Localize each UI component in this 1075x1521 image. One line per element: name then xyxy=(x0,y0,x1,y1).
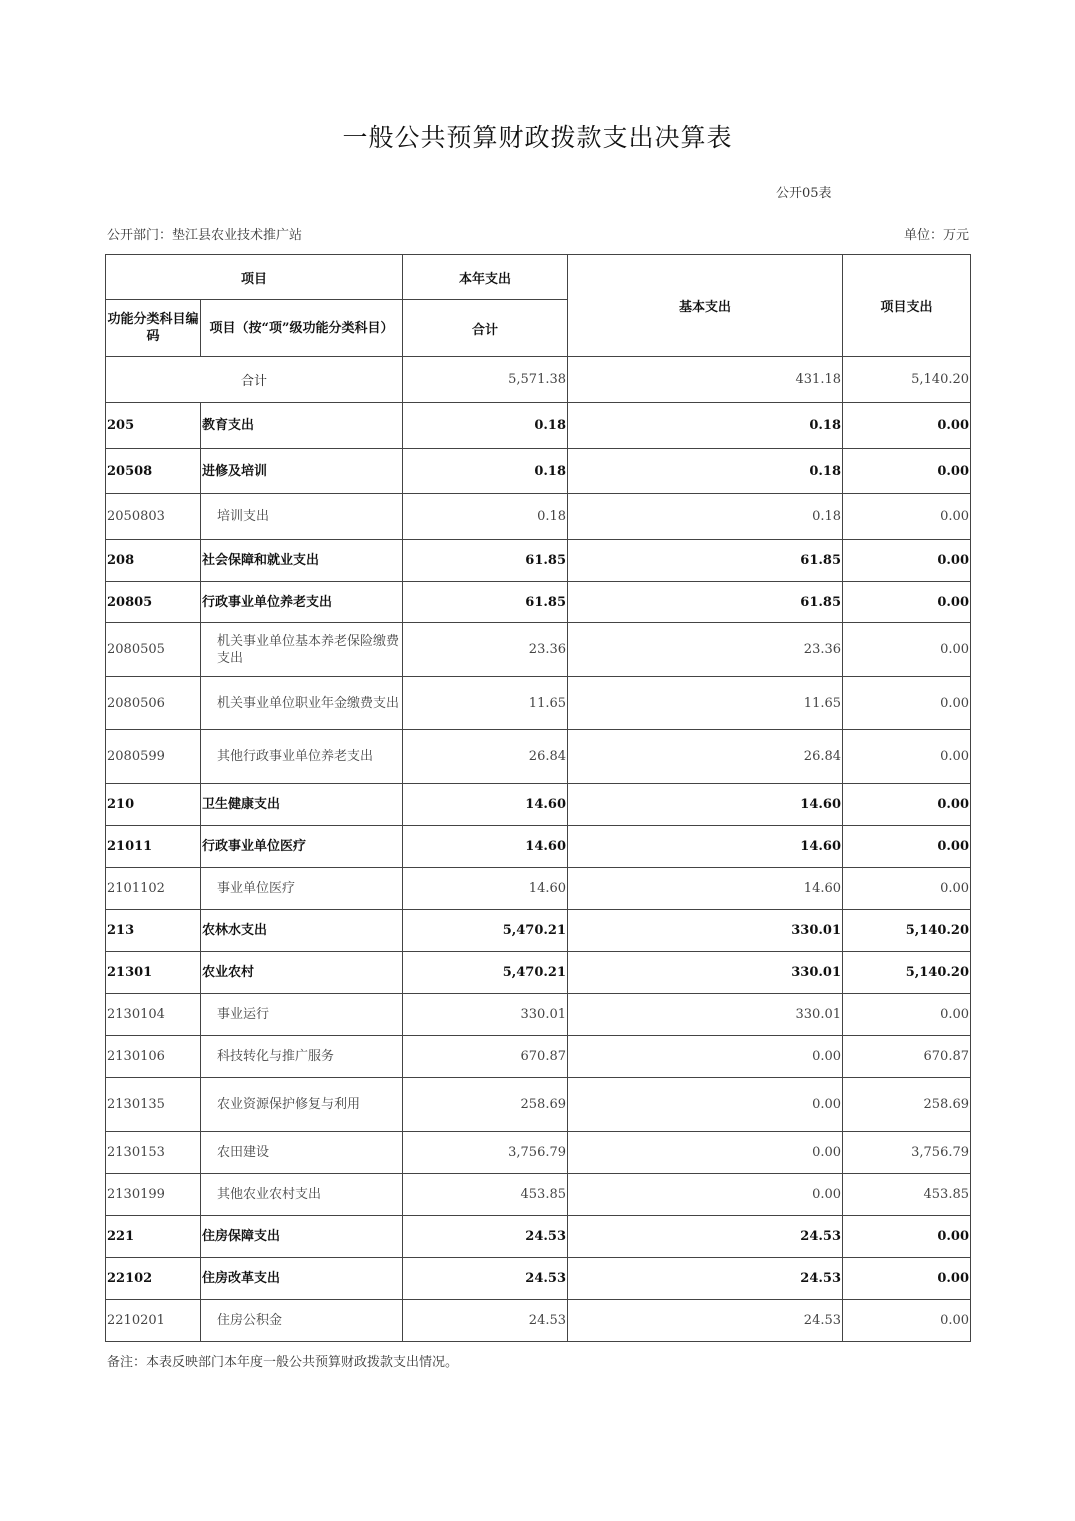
table-row xyxy=(106,494,971,540)
row-basic: 24.53 xyxy=(568,1216,843,1258)
row-project: 0.00 xyxy=(843,784,971,826)
row-basic: 330.01 xyxy=(568,910,843,952)
row-project: 0.00 xyxy=(843,449,971,494)
row-basic: 0.00 xyxy=(568,1132,843,1174)
row-basic: 14.60 xyxy=(568,868,843,910)
table-row xyxy=(106,1258,971,1300)
row-project: 0.00 xyxy=(843,623,971,677)
row-project: 0.00 xyxy=(843,868,971,910)
row-basic: 23.36 xyxy=(568,623,843,677)
row-project: 0.00 xyxy=(843,826,971,868)
row-project: 5,140.20 xyxy=(843,910,971,952)
row-project: 258.69 xyxy=(843,1078,971,1132)
row-name: 行政事业单位医疗 xyxy=(201,826,403,868)
row-code: 2080599 xyxy=(106,730,201,784)
row-total: 0.18 xyxy=(403,494,568,540)
table-row xyxy=(106,910,971,952)
row-project: 0.00 xyxy=(843,1216,971,1258)
total-basic: 431.18 xyxy=(568,357,843,403)
row-basic: 0.00 xyxy=(568,1078,843,1132)
row-project: 0.00 xyxy=(843,1300,971,1342)
total-project: 5,140.20 xyxy=(843,357,971,403)
row-name: 事业单位医疗 xyxy=(201,868,403,910)
row-code: 221 xyxy=(106,1216,201,1258)
header-basic: 基本支出 xyxy=(568,255,843,357)
row-name: 其他行政事业单位养老支出 xyxy=(201,730,403,784)
row-code: 2130199 xyxy=(106,1174,201,1216)
table-row xyxy=(106,784,971,826)
row-code: 2080505 xyxy=(106,623,201,677)
header-total: 合计 xyxy=(403,300,568,357)
row-total: 24.53 xyxy=(403,1300,568,1342)
row-total: 453.85 xyxy=(403,1174,568,1216)
row-name: 行政事业单位养老支出 xyxy=(201,582,403,623)
header-this-year: 本年支出 xyxy=(403,255,568,300)
row-basic: 0.00 xyxy=(568,1036,843,1078)
row-basic: 61.85 xyxy=(568,540,843,582)
table-row xyxy=(106,826,971,868)
row-project: 0.00 xyxy=(843,494,971,540)
row-name: 农业资源保护修复与利用 xyxy=(201,1078,403,1132)
row-total: 61.85 xyxy=(403,582,568,623)
header-code: 功能分类科目编码 xyxy=(106,300,201,357)
row-total: 0.18 xyxy=(403,403,568,449)
row-name: 其他农业农村支出 xyxy=(201,1174,403,1216)
row-basic: 61.85 xyxy=(568,582,843,623)
table-row xyxy=(106,994,971,1036)
row-basic: 0.18 xyxy=(568,403,843,449)
row-project: 0.00 xyxy=(843,540,971,582)
table-row xyxy=(106,623,971,677)
row-name: 机关事业单位基本养老保险缴费支出 xyxy=(201,623,403,677)
row-project: 0.00 xyxy=(843,730,971,784)
row-name: 社会保障和就业支出 xyxy=(201,540,403,582)
row-total: 670.87 xyxy=(403,1036,568,1078)
row-basic: 11.65 xyxy=(568,677,843,730)
row-code: 21301 xyxy=(106,952,201,994)
header-name: 项目（按“项”级功能分类科目） xyxy=(201,300,403,357)
row-name: 事业运行 xyxy=(201,994,403,1036)
row-code: 2130106 xyxy=(106,1036,201,1078)
row-name: 农业农村 xyxy=(201,952,403,994)
row-code: 2130104 xyxy=(106,994,201,1036)
unit-label: 单位：万元 xyxy=(903,228,969,243)
row-total: 3,756.79 xyxy=(403,1132,568,1174)
page-title: 一般公共预算财政拨款支出决算表 xyxy=(342,123,733,152)
row-name: 机关事业单位职业年金缴费支出 xyxy=(201,677,403,730)
row-code: 2130135 xyxy=(106,1078,201,1132)
table-row xyxy=(106,1300,971,1342)
row-total: 5,470.21 xyxy=(403,952,568,994)
header-project: 项目支出 xyxy=(843,255,971,357)
row-total: 14.60 xyxy=(403,826,568,868)
row-total: 258.69 xyxy=(403,1078,568,1132)
row-basic: 0.18 xyxy=(568,494,843,540)
table-row xyxy=(106,540,971,582)
row-total: 14.60 xyxy=(403,868,568,910)
row-name: 科技转化与推广服务 xyxy=(201,1036,403,1078)
department-label: 公开部门：垫江县农业技术推广站 xyxy=(107,228,303,243)
row-basic: 0.18 xyxy=(568,449,843,494)
row-total: 23.36 xyxy=(403,623,568,677)
row-name: 教育支出 xyxy=(201,403,403,449)
row-total: 24.53 xyxy=(403,1258,568,1300)
row-project: 0.00 xyxy=(843,1258,971,1300)
row-total: 11.65 xyxy=(403,677,568,730)
row-basic: 24.53 xyxy=(568,1300,843,1342)
row-basic: 26.84 xyxy=(568,730,843,784)
row-name: 住房改革支出 xyxy=(201,1258,403,1300)
row-project: 5,140.20 xyxy=(843,952,971,994)
row-name: 农田建设 xyxy=(201,1132,403,1174)
row-name: 培训支出 xyxy=(201,494,403,540)
row-total: 5,470.21 xyxy=(403,910,568,952)
total-amount: 5,571.38 xyxy=(403,357,568,403)
row-basic: 330.01 xyxy=(568,994,843,1036)
row-code: 213 xyxy=(106,910,201,952)
row-code: 21011 xyxy=(106,826,201,868)
row-basic: 14.60 xyxy=(568,784,843,826)
footnote: 备注：本表反映部门本年度一般公共预算财政拨款支出情况。 xyxy=(107,1355,459,1370)
table-row xyxy=(106,730,971,784)
row-total: 330.01 xyxy=(403,994,568,1036)
row-name: 住房公积金 xyxy=(201,1300,403,1342)
expenditure-table xyxy=(105,254,971,1342)
row-total: 14.60 xyxy=(403,784,568,826)
row-basic: 14.60 xyxy=(568,826,843,868)
row-name: 进修及培训 xyxy=(201,449,403,494)
row-code: 20508 xyxy=(106,449,201,494)
row-code: 2080506 xyxy=(106,677,201,730)
table-row xyxy=(106,1216,971,1258)
row-code: 2210201 xyxy=(106,1300,201,1342)
row-name: 卫生健康支出 xyxy=(201,784,403,826)
row-total: 26.84 xyxy=(403,730,568,784)
row-total: 0.18 xyxy=(403,449,568,494)
table-row xyxy=(106,677,971,730)
table-row xyxy=(106,1036,971,1078)
row-code: 2130153 xyxy=(106,1132,201,1174)
row-code: 22102 xyxy=(106,1258,201,1300)
table-row xyxy=(106,868,971,910)
row-basic: 24.53 xyxy=(568,1258,843,1300)
total-label: 合计 xyxy=(106,357,403,403)
row-code: 2101102 xyxy=(106,868,201,910)
row-code: 2050803 xyxy=(106,494,201,540)
row-name: 住房保障支出 xyxy=(201,1216,403,1258)
row-total: 24.53 xyxy=(403,1216,568,1258)
row-total: 61.85 xyxy=(403,540,568,582)
row-code: 208 xyxy=(106,540,201,582)
row-code: 205 xyxy=(106,403,201,449)
row-project: 453.85 xyxy=(843,1174,971,1216)
row-code: 20805 xyxy=(106,582,201,623)
row-project: 0.00 xyxy=(843,403,971,449)
header-item: 项目 xyxy=(106,255,403,300)
row-project: 3,756.79 xyxy=(843,1132,971,1174)
table-row xyxy=(106,403,971,449)
table-row xyxy=(106,1078,971,1132)
table-row xyxy=(106,1132,971,1174)
row-basic: 0.00 xyxy=(568,1174,843,1216)
row-name: 农林水支出 xyxy=(201,910,403,952)
row-project: 0.00 xyxy=(843,582,971,623)
table-row xyxy=(106,449,971,494)
table-row xyxy=(106,952,971,994)
total-row xyxy=(106,357,971,403)
row-code: 210 xyxy=(106,784,201,826)
table-row xyxy=(106,582,971,623)
row-project: 670.87 xyxy=(843,1036,971,1078)
row-project: 0.00 xyxy=(843,677,971,730)
table-number: 公开05表 xyxy=(776,186,832,201)
row-project: 0.00 xyxy=(843,994,971,1036)
table-row xyxy=(106,1174,971,1216)
row-basic: 330.01 xyxy=(568,952,843,994)
